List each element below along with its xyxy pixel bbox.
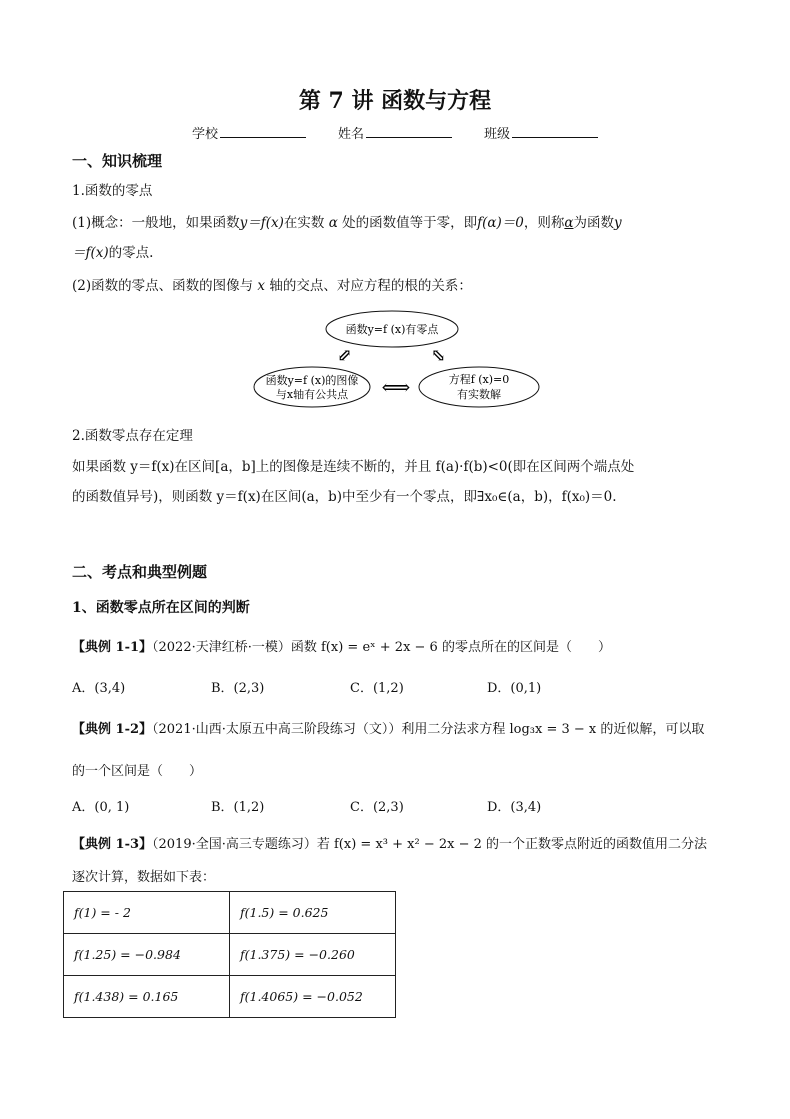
left-ellipse-text1: 函数y=f (x)的图像	[265, 374, 359, 387]
right-ellipse-text1: 方程f (x)=0	[448, 373, 510, 386]
name-field[interactable]	[338, 123, 452, 142]
table-cell: f(1.4065) = −0.052	[230, 976, 396, 1018]
ex1-option-a: A．(3,4)	[72, 681, 126, 696]
lr-arrow-icon: ⟺	[381, 375, 411, 399]
example-1-2: 【典例 1-2】（2021·山西·太原五中高三阶段练习（文））利用二分法求方程 log₃x = 3 − x 的近似解，可以取	[72, 722, 705, 737]
page-title: 第 7 讲 函数与方程	[298, 88, 492, 114]
school-field[interactable]	[192, 123, 306, 142]
right-ellipse-text2: 有实数解	[457, 388, 501, 401]
top-ellipse-text: 函数y=f (x)有零点	[345, 323, 439, 336]
values-table	[63, 891, 396, 1018]
table-row	[64, 934, 396, 976]
example-1-1: 【典例 1-1】（2022·天津红桥·一模）函数 f(x) = eˣ + 2x − 6 的零点所在的区间是（ ）	[72, 640, 611, 655]
ex2-option-d: D．(3,4)	[487, 800, 542, 815]
table-row	[64, 892, 396, 934]
table-row	[64, 976, 396, 1018]
class-label: 班级	[484, 127, 511, 142]
ex1-option-d: D．(0,1)	[487, 681, 542, 696]
theorem-line1: 如果函数 y＝f(x)在区间[a，b]上的图像是连续不断的，并且 f(a)·f(b)<0(即在区间两个端点处	[72, 459, 635, 475]
school-label: 学校	[192, 127, 219, 142]
ex1-option-b: B．(2,3)	[211, 681, 265, 696]
table-cell: f(1.438) = 0.165	[64, 976, 230, 1018]
ex2-option-a: A．(0, 1)	[72, 800, 130, 815]
ex2-option-b: B．(1,2)	[211, 800, 265, 815]
section1-heading: 一、知识梳理	[72, 152, 163, 170]
name-label: 姓名	[338, 127, 365, 142]
example-1-3-cont: 逐次计算，数据如下表：	[72, 870, 216, 885]
example-1-3: 【典例 1-3】（2019·全国·高三专题练习）若 f(x) = x³ + x² − 2x − 2 的一个正数零点附近的函数值用二分法	[72, 837, 708, 852]
table-cell: f(1.5) = 0.625	[230, 892, 396, 934]
concept-line2: ＝f(x)的零点.	[72, 245, 154, 261]
class-field[interactable]	[484, 123, 598, 142]
relation-diagram	[250, 305, 550, 415]
relation-line: (2)函数的零点、函数的图像与 x 轴的交点、对应方程的根的关系：	[72, 278, 472, 294]
tl-arrow-icon: ⇕	[331, 343, 357, 369]
sub-heading-interval: 1、函数零点所在区间的判断	[72, 600, 250, 616]
table-cell: f(1) = - 2	[64, 892, 230, 934]
theorem-line2: 的函数值异号)，则函数 y＝f(x)在区间(a，b)中至少有一个零点，即∃x₀∈(a，b)，f(x₀)＝0.	[72, 489, 617, 505]
left-ellipse	[254, 367, 370, 407]
table-cell: f(1.25) = −0.984	[64, 934, 230, 976]
example-1-2-cont: 的一个区间是（ ）	[72, 764, 203, 779]
table-cell: f(1.375) = −0.260	[230, 934, 396, 976]
sub-heading-zero: 1.函数的零点	[72, 183, 153, 199]
left-ellipse-text2: 与x轴有公共点	[275, 388, 349, 401]
sub-heading-theorem: 2.函数零点存在定理	[72, 428, 193, 444]
ex1-option-c: C．(1,2)	[350, 681, 404, 696]
concept-line1: (1)概念：一般地，如果函数y＝f(x)在实数 α 处的函数值等于零，即f(α)＝0，则称α为函数y	[72, 215, 622, 231]
section2-heading: 二、考点和典型例题	[72, 563, 208, 581]
ex2-option-c: C．(2,3)	[350, 800, 404, 815]
tr-arrow-icon: ⇕	[426, 343, 452, 369]
